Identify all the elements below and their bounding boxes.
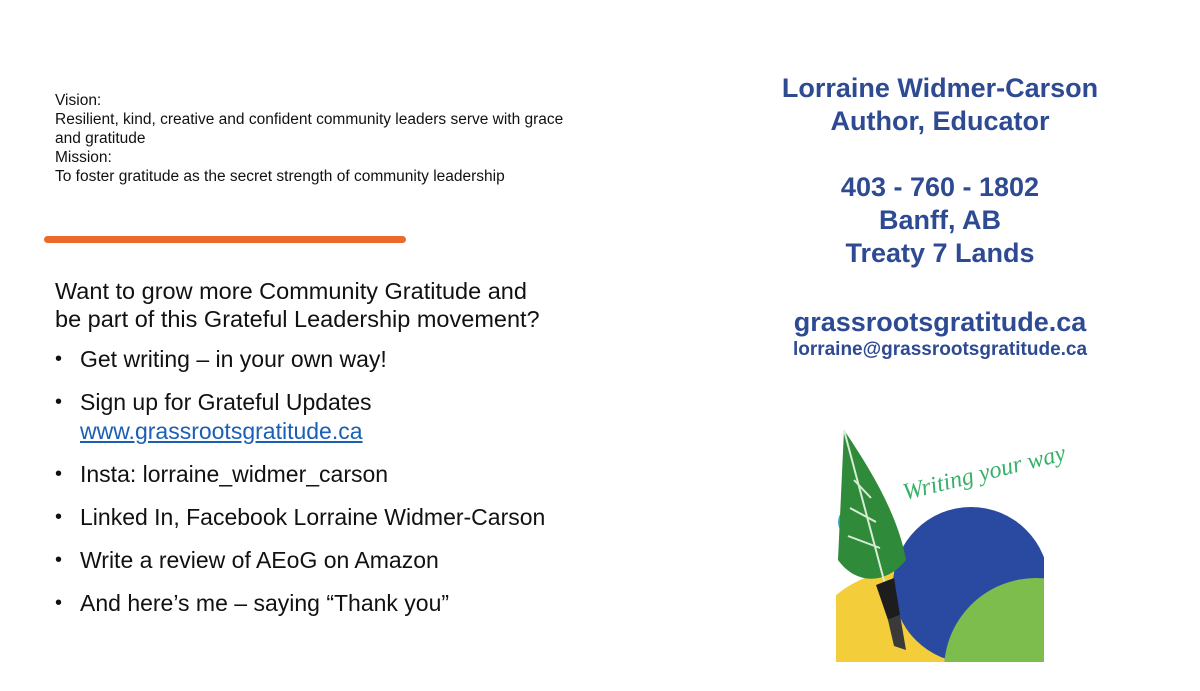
cta-line-1: Want to grow more Community Gratitude and	[55, 278, 527, 304]
vision-text: Resilient, kind, creative and confident community leaders serve with grace and gratitude	[55, 111, 564, 147]
treaty-lands: Treaty 7 Lands	[845, 238, 1035, 268]
orange-divider	[44, 236, 406, 243]
bullet-icon: •	[55, 463, 63, 485]
list-item-text: Write a review of AEoG on Amazon	[80, 547, 439, 573]
bullet-icon: •	[55, 391, 63, 413]
logo-graphic	[836, 410, 1116, 662]
bullet-icon: •	[55, 506, 63, 528]
author-name: Lorraine Widmer-Carson	[781, 73, 1099, 103]
website-link[interactable]: www.grassrootsgratitude.ca	[80, 418, 363, 444]
list-item-text: Get writing – in your own way!	[80, 346, 387, 372]
list-item	[55, 546, 595, 575]
bullet-icon: •	[55, 592, 63, 614]
list-item-text: Sign up for Grateful Updates	[80, 389, 372, 415]
vision-heading: Vision:	[55, 92, 102, 109]
list-item	[55, 388, 595, 446]
list-item	[55, 345, 595, 374]
action-list	[55, 345, 595, 632]
city: Banff, AB	[879, 205, 1001, 235]
logo	[836, 410, 1116, 662]
bullet-icon: •	[55, 549, 63, 571]
website-text: grassrootsgratitude.ca	[793, 307, 1087, 337]
bullet-icon: •	[55, 348, 63, 370]
email-address: lorraine@grassrootsgratitude.ca	[792, 339, 1088, 360]
list-item	[55, 503, 595, 532]
contact-card	[760, 72, 1120, 362]
mission-heading: Mission:	[55, 149, 112, 166]
phone-number: 403 - 760 - 1802	[840, 172, 1040, 202]
vision-mission-block	[55, 91, 575, 186]
list-item-text: And here’s me – saying “Thank you”	[80, 590, 450, 616]
logo-tagline: Writing your way	[900, 440, 1069, 506]
list-item-text: Insta: lorraine_widmer_carson	[80, 461, 389, 487]
call-to-action	[55, 277, 595, 333]
mission-text: To foster gratitude as the secret strength of community leadership	[55, 168, 505, 185]
list-item	[55, 589, 595, 618]
cta-line-2: be part of this Grateful Leadership movement?	[55, 306, 540, 332]
list-item	[55, 460, 595, 489]
author-role: Author, Educator	[830, 106, 1050, 136]
list-item-text: Linked In, Facebook Lorraine Widmer-Carson	[80, 504, 546, 530]
